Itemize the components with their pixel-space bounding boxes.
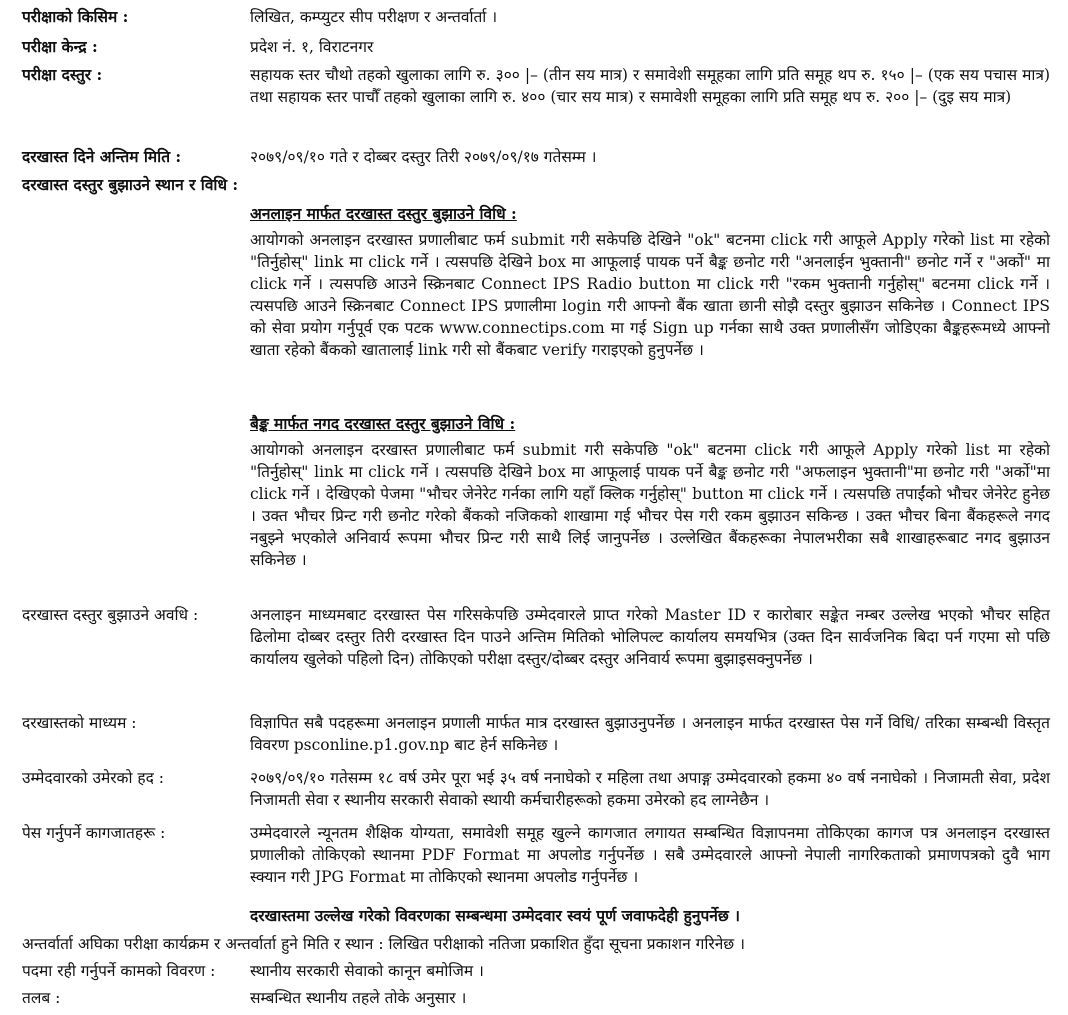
responsibility-note: दरखास्तमा उल्लेख गरेको विवरणका सम्बन्धमा उम्मेदवार स्वयं पूर्ण जवाफदेही हुनुपर्नेछ । <box>250 906 741 925</box>
application-medium-label: दरखास्तको माध्यम : <box>22 714 137 732</box>
job-description-label: पदमा रही गर्नुपर्ने कामको विवरण : <box>22 962 216 980</box>
fee-method-label: दरखास्त दस्तुर बुझाउने स्थान र विधि : <box>22 175 239 194</box>
salary-value: सम्बन्धित स्थानीय तहले तोके अनुसार । <box>250 989 467 1007</box>
exam-type-label: परीक्षाको किसिम : <box>22 7 129 26</box>
salary-label: तलब : <box>22 989 61 1007</box>
exam-fee-label: परीक्षा दस्तुर : <box>22 65 103 84</box>
fee-period-label: दरखास्त दस्तुर बुझाउने अवधि : <box>22 606 199 624</box>
online-method-text: आयोगको अनलाइन दरखास्त प्रणालीबाट फर्म submit गरी सकेपछि देखिने "ok" बटनमा click गरी आफूले Apply गरेको list मा रहेको "तिर्नुहोस्" link मा click गर्ने । त्यसपछि देखिने box मा आफूलाई पायक पर्ने बैङ्क छनोट गरी "अनलाईन भुक्तानी" छनोट गर्ने र "अर्को" मा click गर्ने । त्यसपछि आउने स्क्रिनबाट Connect IPS Radio button मा click गरी "रकम भुक्तानी गर्नुहोस्" बटनमा click गर्ने । त्यसपछि आउने स्क्रिनबाट Connect IPS प्रणालीमा login गरी आफ्नो बैंक खाता छानी सोझै दस्तुर बुझाउन सकिनेछ । Connect IPS को सेवा प्रयोग गर्नुपूर्व एक पटक www.connectips.com मा गई Sign up गर्नका साथै उक्त प्रणालीसँग जोडिएका बैङ्कहरूमध्ये आफ्नो खाता रहेको बैंकको खातालाई link गरी सो बैंकबाट verify गराइएको हुनुपर्नेछ । <box>250 231 1050 359</box>
fee-period-value: अनलाइन माध्यमबाट दरखास्त पेस गरिसकेपछि उम्मेदवारले प्राप्त गरेको Master ID र कारोबार सङ्केत नम्बर उल्लेख भएको भौचर सहित ढिलोमा दोब्बर दस्तुर तिरी दरखास्त दिन पाउने अन्तिम मितिको भोलिपल्ट कार्यालय समयभित्र (उक्त दिन सार्वजनिक बिदा पर्न गएमा सो पछि कार्यालय खुलेको पहिलो दिन) तोकिएको परीक्षा दस्तुर/दोब्बर दस्तुर अनिवार्य रूपमा बुझाइसक्नुपर्नेछ । <box>250 606 1050 668</box>
exam-center-label: परीक्षा केन्द्र : <box>22 37 98 56</box>
documents-value: उम्मेदवारले न्यूनतम शैक्षिक योग्यता, समावेशी समूह खुल्ने कागजात लगायत सम्बन्धित विज्ञापनमा तोकिएका कागज पत्र अनलाइन दरखास्त प्रणालीको तोकिएको स्थानमा PDF Format मा अपलोड गर्नुपर्नेछ । सबै उम्मेदवारले आफ्नो नेपाली नागरिकताको प्रमाणपत्रको दुवै भाग स्क्यान गरी JPG Format मा तोकिएको स्थानमा अपलोड गर्नुपर्नेछ । <box>250 824 1050 886</box>
exam-fee-value: सहायक स्तर चौथो तहको खुलाका लागि रु. ३०० |– (तीन सय मात्र) र समावेशी समूहका लागि प्रति समूह थप रु. १५० |– (एक सय पचास मात्र) तथा सहायक स्तर पाचौँ तहको खुलाका लागि रु. ४०० (चार सय मात्र) र समावेशी समूहका लागि प्रति समूह थप रु. २०० |– (दुइ सय मात्र) <box>250 66 1050 106</box>
online-method-heading: अनलाइन मार्फत दरखास्त दस्तुर बुझाउने विधि : <box>250 204 517 223</box>
exam-type-value: लिखित, कम्प्युटर सीप परीक्षण र अन्तर्वार्ता । <box>250 8 498 26</box>
exam-center-value: प्रदेश नं. १, विराटनगर <box>250 38 374 56</box>
deadline-value: २०७९/०९/१० गते र दोब्बर दस्तुर तिरी २०७९/०९/१७ गतेसम्म । <box>250 148 597 166</box>
age-limit-value: २०७९/०९/१० गतेसम्म १८ वर्ष उमेर पूरा भई ३५ वर्ष ननाघेको र महिला तथा अपाङ्ग उम्मेदवारको हकमा ४० वर्ष ननाघेको । निजामती सेवा, प्रदेश निजामती सेवा र स्थानीय सरकारी सेवाको स्थायी कर्मचारीहरूको हकमा उमेरको हद लाग्नेछैन । <box>250 769 1050 809</box>
bank-method-heading: बैङ्क मार्फत नगद दरखास्त दस्तुर बुझाउने विधि : <box>250 414 516 433</box>
deadline-label: दरखास्त दिने अन्तिम मिति : <box>22 147 182 166</box>
interview-schedule-line: अन्तर्वार्ता अघिका परीक्षा कार्यक्रम र अन्तर्वार्ता हुने मिति र स्थान : लिखित परीक्षाको नतिजा प्रकाशित हुँदा सूचना प्रकाशन गरिनेछ । <box>22 935 745 953</box>
application-medium-value: विज्ञापित सबै पदहरूमा अनलाइन प्रणाली मार्फत मात्र दरखास्त बुझाउनुपर्नेछ । अनलाइन मार्फत दरखास्त पेस गर्ने विधि/ तरिका सम्बन्धी विस्तृत विवरण psconline.p1.gov.np बाट हेर्न सकिनेछ । <box>250 714 1050 754</box>
bank-method-text: आयोगको अनलाइन दरखास्त प्रणालीबाट फर्म submit गरी सकेपछि "ok" बटनमा click गरी आफूले Apply गरेको list मा रहेको "तिर्नुहोस्" link मा click गर्ने । त्यसपछि देखिने box मा आफूलाई पायक पर्ने बैङ्क छनोट गरी "अफलाइन भुक्तानी"मा छनोट गरी "अर्को"मा click गर्ने । देखिएको पेजमा "भौचर जेनेरेट गर्नका लागि यहाँ क्लिक गर्नुहोस्" button मा click गर्ने । त्यसपछि तपाईंको भौचर जेनेरेट हुनेछ । उक्त भौचर प्रिन्ट गरी छनोट गरेको बैंकको नजिकको शाखामा गई भौचर पेस गरी रकम बुझाउन सकिन्छ । उक्त भौचर बिना बैंकहरूले नगद नबुझ्ने भएकोले अनिवार्य रूपमा भौचर प्रिन्ट गरी साथै लिई जानुपर्नेछ । उल्लेखित बैंकहरूका नेपालभरीका सबै शाखाहरूबाट नगद बुझाउन सकिनेछ । <box>250 441 1050 569</box>
documents-label: पेस गर्नुपर्ने कागजातहरू : <box>22 824 166 842</box>
age-limit-label: उम्मेदवारको उमेरको हद : <box>22 769 165 787</box>
job-description-value: स्थानीय सरकारी सेवाको कानून बमोजिम । <box>250 962 484 980</box>
